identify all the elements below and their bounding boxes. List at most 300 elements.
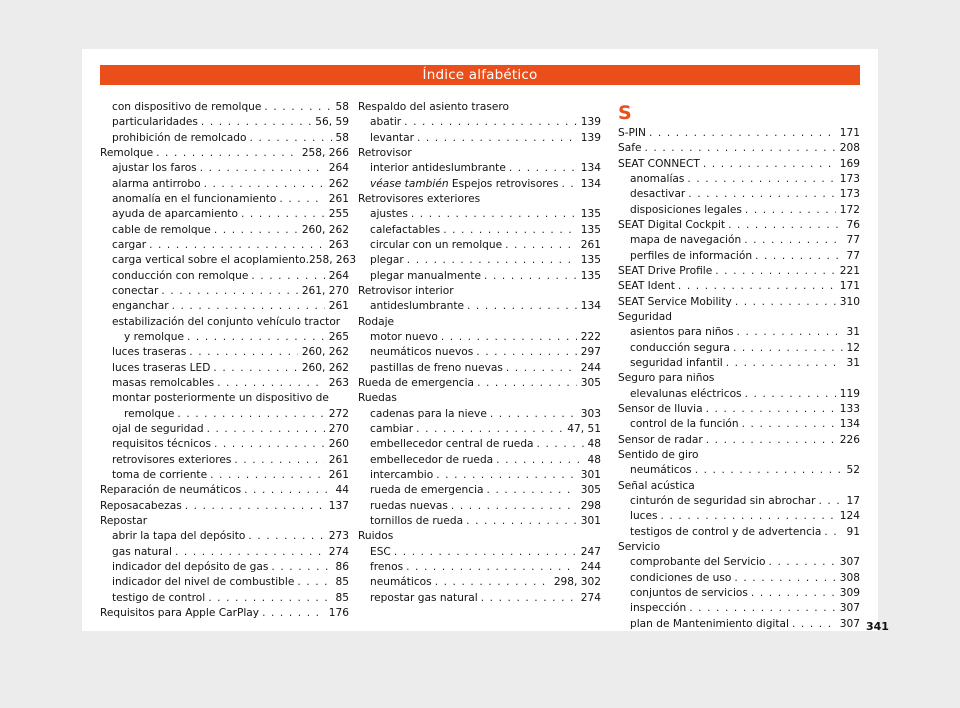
index-entry: [618, 433, 860, 448]
page-reference: 260, 262: [301, 346, 349, 359]
leader-dots: [744, 233, 842, 248]
index-subentry: [358, 207, 601, 222]
entry-label: ajustar los faros: [112, 162, 197, 175]
page-reference: 303: [580, 407, 601, 420]
leader-dots: [187, 330, 325, 345]
entry-label: desactivar: [630, 188, 686, 201]
page-reference: 264: [328, 269, 349, 282]
entry-label: neumáticos nuevos: [370, 346, 474, 359]
entry-label: enganchar: [112, 300, 169, 313]
page-reference: 135: [580, 208, 601, 221]
leader-dots: [678, 279, 836, 294]
entry-label: luces: [630, 510, 658, 523]
index-subentry: [618, 601, 860, 616]
leader-dots: [689, 601, 836, 616]
page-reference: 244: [580, 361, 601, 374]
page-reference: 309: [839, 586, 860, 599]
page-reference: 135: [580, 254, 601, 267]
entry-label: SEAT Digital Cockpit: [618, 218, 726, 231]
index-subentry: [358, 422, 601, 437]
leader-dots: [661, 509, 836, 524]
index-subentry: [618, 356, 860, 371]
leader-dots: [490, 407, 577, 422]
leader-dots: [172, 299, 325, 314]
page-reference: 301: [580, 468, 601, 481]
entry-label: indicador del nivel de combustible: [112, 576, 295, 589]
index-subentry: [358, 499, 601, 514]
page-reference: 173: [839, 188, 860, 201]
entry-label: mapa de navegación: [630, 234, 742, 247]
leader-dots: [537, 437, 584, 452]
leader-dots: [687, 172, 835, 187]
entry-label: ojal de seguridad: [112, 422, 204, 435]
index-subentry: [358, 468, 601, 483]
leader-dots: [435, 575, 550, 590]
index-heading: Ruedas: [358, 392, 397, 405]
page-reference: 76: [846, 218, 860, 231]
index-subentry: [618, 325, 860, 340]
index-subentry: [358, 223, 601, 238]
index-subentry: [100, 529, 349, 544]
index-entry: [100, 606, 349, 621]
page-reference: 301: [580, 514, 601, 527]
index-subentry: [100, 407, 349, 422]
page-reference: 222: [580, 330, 601, 343]
entry-label: alarma antirrobo: [112, 177, 201, 190]
index-subentry: [358, 330, 601, 345]
leader-dots: [185, 499, 325, 514]
index-subentry: [100, 177, 349, 192]
index-subentry: [100, 192, 349, 207]
entry-label: inspección: [630, 602, 687, 615]
page-reference: 305: [580, 484, 601, 497]
entry-label: levantar: [370, 131, 414, 144]
leader-dots: [297, 575, 331, 590]
page-reference: 44: [335, 484, 349, 497]
page-reference: 139: [580, 131, 601, 144]
page-reference: 58: [335, 131, 349, 144]
index-heading: Servicio: [618, 540, 661, 553]
page-reference: 173: [839, 172, 860, 185]
index-subentry: [358, 407, 601, 422]
index-subentry: [100, 361, 349, 376]
index-subentry: [618, 341, 860, 356]
page-reference: 265: [328, 330, 349, 343]
leader-dots: [406, 560, 577, 575]
page-reference: 270: [328, 422, 349, 435]
index-subentry: [100, 238, 349, 253]
index-entry: [618, 218, 860, 233]
entry-label: Requisitos para Apple CarPlay: [100, 606, 260, 619]
page-reference: 261: [328, 453, 349, 466]
index-subentry: [358, 361, 601, 376]
index-entry: [618, 264, 860, 279]
leader-dots: [443, 223, 577, 238]
entry-label: abrir la tapa del depósito: [112, 530, 246, 543]
index-entry: [100, 146, 349, 161]
index-subentry: [358, 545, 601, 560]
page-reference: 258, 263: [308, 254, 357, 267]
entry-label: ruedas nuevas: [370, 499, 448, 512]
entry-label: S-PIN: [618, 127, 646, 139]
page-reference: 56, 59: [315, 116, 349, 129]
entry-label: testigos de control y de advertencia: [630, 525, 822, 538]
entry-label: Sensor de lluvia: [618, 402, 703, 415]
index-heading: Ruidos: [358, 530, 394, 543]
index-subentry: [618, 571, 860, 586]
entry-label: plegar: [370, 254, 404, 267]
index-column-2: [358, 100, 601, 606]
index-column-3: [618, 100, 860, 632]
leader-dots: [175, 545, 325, 560]
index-subentry: [358, 238, 601, 253]
entry-label: motor nuevo: [370, 330, 438, 343]
index-subentry: [618, 555, 860, 570]
leader-dots: [161, 284, 297, 299]
index-entry: [358, 376, 601, 391]
page-reference: 255: [328, 208, 349, 221]
leader-dots: [208, 591, 331, 606]
entry-label: particularidades: [112, 116, 198, 129]
leader-dots: [241, 207, 325, 222]
entry-label: Rueda de emergencia: [358, 376, 475, 389]
entry-label: véase también Espejos retrovisores: [370, 177, 559, 190]
entry-label: carga vertical sobre el acoplamiento: [112, 254, 306, 267]
index-subentry: [100, 453, 349, 468]
leader-dots: [769, 555, 836, 570]
index-heading: Seguridad: [618, 310, 672, 323]
leader-dots: [189, 345, 298, 360]
entry-label: Sensor de radar: [618, 433, 703, 446]
entry-label: SEAT Drive Profile: [618, 264, 713, 277]
page-reference: 171: [839, 127, 860, 139]
entry-label: remolque: [124, 407, 175, 420]
page-reference: 263: [328, 238, 349, 251]
index-subentry: [618, 233, 860, 248]
page-reference: 298: [580, 499, 601, 512]
leader-dots: [204, 177, 325, 192]
page-reference: 134: [580, 300, 601, 313]
index-subentry: [100, 345, 349, 360]
page-reference: 308: [839, 571, 860, 584]
entry-label: gas natural: [112, 545, 172, 558]
entry-label: perfiles de información: [630, 249, 753, 262]
entry-label: cadenas para la nieve: [370, 407, 487, 420]
index-subentry: [358, 560, 601, 575]
section-letter: S: [618, 102, 632, 124]
index-subentry: [618, 617, 860, 632]
page-reference: 258, 266: [301, 146, 349, 159]
entry-label: comprobante del Servicio: [630, 556, 766, 569]
entry-label: conducción con remolque: [112, 269, 249, 282]
leader-dots: [436, 468, 577, 483]
page-reference: 119: [839, 387, 860, 400]
index-subentry: [100, 591, 349, 606]
index-subentry: [358, 591, 601, 606]
leader-dots: [505, 238, 577, 253]
leader-dots: [467, 299, 577, 314]
leader-dots: [264, 100, 331, 115]
entry-label: rueda de emergencia: [370, 484, 484, 497]
leader-dots: [733, 341, 843, 356]
entry-label: asientos para niños: [630, 326, 734, 339]
index-subentry: [618, 463, 860, 478]
leader-dots: [735, 295, 836, 310]
entry-label: plegar manualmente: [370, 269, 482, 282]
entry-label: SEAT CONNECT: [618, 157, 700, 170]
leader-dots: [506, 361, 577, 376]
leader-dots: [234, 453, 324, 468]
index-heading: Rodaje: [358, 315, 395, 328]
page-reference: 310: [839, 295, 860, 308]
leader-dots: [214, 437, 325, 452]
page-reference: 208: [839, 142, 860, 155]
leader-dots: [649, 126, 836, 141]
index-subentry: [358, 453, 601, 468]
page-reference: 31: [846, 326, 860, 339]
index-heading: Repostar: [100, 514, 148, 527]
leader-dots: [149, 238, 325, 253]
index-subentry: [358, 514, 601, 529]
entry-label: ayuda de aparcamiento: [112, 208, 238, 221]
page-reference: 172: [839, 203, 860, 216]
index-subentry: [100, 422, 349, 437]
leader-dots: [496, 453, 583, 468]
page-reference: 298, 302: [553, 576, 601, 589]
leader-dots: [644, 141, 835, 156]
page-reference: 221: [839, 264, 860, 277]
leader-dots: [262, 606, 325, 621]
index-subentry: [100, 161, 349, 176]
page-reference: 139: [580, 116, 601, 129]
page-reference: 171: [839, 280, 860, 293]
index-subentry: [100, 223, 349, 238]
leader-dots: [715, 264, 836, 279]
index-subentry: [358, 161, 601, 176]
page-reference: 226: [839, 433, 860, 446]
entry-label: calefactables: [370, 223, 441, 236]
leader-dots: [477, 376, 577, 391]
leader-dots: [244, 483, 331, 498]
entry-label: conectar: [112, 284, 159, 297]
leader-dots: [271, 560, 331, 575]
leader-dots: [561, 177, 576, 192]
index-subentry: [618, 172, 860, 187]
entry-label: embellecedor de rueda: [370, 453, 494, 466]
leader-dots: [250, 131, 332, 146]
page-reference: 12: [846, 341, 860, 354]
entry-label: ESC: [370, 545, 391, 558]
index-subentry: [358, 483, 601, 498]
page-reference: 272: [328, 407, 349, 420]
leader-dots: [177, 407, 324, 422]
index-subentry: [100, 115, 349, 130]
entry-label: antideslumbrante: [370, 300, 464, 313]
leader-dots: [737, 325, 843, 340]
leader-dots: [824, 525, 842, 540]
page-reference: 307: [839, 602, 860, 615]
index-subentry: [100, 131, 349, 146]
leader-dots: [728, 218, 842, 233]
index-subheading: montar posteriormente un dispositivo de: [112, 392, 329, 405]
index-entry: [618, 157, 860, 172]
page-reference: 77: [846, 234, 860, 247]
index-entry: [618, 279, 860, 294]
leader-dots: [251, 269, 324, 284]
leader-dots: [706, 433, 836, 448]
page-reference: 247: [580, 545, 601, 558]
index-subentry: [100, 207, 349, 222]
index-subentry: [100, 330, 349, 345]
page-reference: 48: [587, 438, 601, 451]
entry-label: anomalías: [630, 172, 685, 185]
index-subentry: [358, 437, 601, 452]
leader-dots: [792, 617, 836, 632]
leader-dots: [509, 161, 577, 176]
leader-dots: [751, 586, 836, 601]
entry-label: prohibición de remolcado: [112, 131, 247, 144]
page-reference: 85: [335, 576, 349, 589]
index-subentry: [358, 115, 601, 130]
entry-label: cambiar: [370, 422, 414, 435]
leader-dots: [734, 571, 835, 586]
index-entry: [618, 402, 860, 417]
entry-label: disposiciones legales: [630, 203, 742, 216]
entry-label: testigo de control: [112, 591, 206, 604]
index-subentry: [618, 187, 860, 202]
page-reference: 85: [335, 591, 349, 604]
entry-label: condiciones de uso: [630, 571, 732, 584]
page-reference: 261: [580, 238, 601, 251]
leader-dots: [703, 157, 836, 172]
index-subentry: [618, 586, 860, 601]
entry-label: circular con un remolque: [370, 238, 503, 251]
page-reference: 86: [335, 560, 349, 573]
index-subentry: [358, 575, 601, 590]
entry-label: seguridad infantil: [630, 356, 723, 369]
entry-label: intercambio: [370, 468, 434, 481]
index-subentry: [100, 269, 349, 284]
page-reference: 31: [846, 356, 860, 369]
index-subentry: [618, 417, 860, 432]
page-reference: 273: [328, 530, 349, 543]
page-reference: 262: [328, 177, 349, 190]
page-reference: 47, 51: [567, 422, 601, 435]
see-also-prefix: véase también: [370, 177, 452, 190]
page-reference: 135: [580, 223, 601, 236]
index-subentry: [618, 525, 860, 540]
leader-dots: .: [305, 254, 309, 267]
entry-label: tornillos de rueda: [370, 514, 464, 527]
index-subentry: [618, 203, 860, 218]
entry-label: SEAT Ident: [618, 280, 675, 293]
leader-dots: [726, 356, 843, 371]
index-subentry: [358, 177, 601, 192]
index-heading: Retrovisor interior: [358, 284, 454, 297]
entry-label: retrovisores exteriores: [112, 453, 232, 466]
leader-dots: [745, 387, 836, 402]
index-subentry: [100, 575, 349, 590]
index-subentry: [358, 269, 601, 284]
leader-dots: [484, 269, 577, 284]
index-entry: [618, 141, 860, 156]
page-reference: 261, 270: [301, 284, 349, 297]
page-reference: 124: [839, 510, 860, 523]
page-reference: 307: [839, 556, 860, 569]
leader-dots: [201, 115, 311, 130]
leader-dots: [755, 249, 842, 264]
entry-label: y remolque: [124, 330, 184, 343]
leader-dots: [248, 529, 324, 544]
index-entry: [100, 499, 349, 514]
leader-dots: [476, 345, 577, 360]
index-heading: Retrovisores exteriores: [358, 192, 481, 205]
leader-dots: [156, 146, 298, 161]
page-number: 341: [866, 620, 889, 633]
leader-dots: [742, 417, 836, 432]
entry-label: cable de remolque: [112, 223, 211, 236]
index-subentry: [358, 131, 601, 146]
leader-dots: [213, 361, 297, 376]
page-reference: 261: [328, 192, 349, 205]
leader-dots: [207, 422, 325, 437]
leader-dots: [706, 402, 836, 417]
entry-label: abatir: [370, 116, 402, 129]
page-title: Índice alfabético: [422, 67, 538, 83]
entry-label: neumáticos: [630, 464, 692, 477]
index-entry: [100, 483, 349, 498]
page-reference: 260, 262: [301, 361, 349, 374]
index-subentry: [618, 387, 860, 402]
entry-label: anomalía en el funcionamiento: [112, 192, 277, 205]
index-subentry: [100, 437, 349, 452]
entry-label: ajustes: [370, 208, 408, 221]
entry-label: masas remolcables: [112, 376, 215, 389]
entry-label: Safe: [618, 142, 642, 155]
index-subentry: [100, 100, 349, 115]
page-reference: 52: [846, 464, 860, 477]
entry-label: conducción segura: [630, 341, 730, 354]
page-reference: 134: [580, 162, 601, 175]
page-reference: 244: [580, 560, 601, 573]
entry-label: cinturón de seguridad sin abrochar: [630, 494, 816, 507]
entry-label: pastillas de freno nuevas: [370, 361, 503, 374]
leader-dots: [745, 203, 836, 218]
index-subentry: [100, 253, 357, 268]
page-reference: 307: [839, 617, 860, 630]
entry-label: repostar gas natural: [370, 591, 478, 604]
leader-dots: [417, 131, 577, 146]
page-reference: 135: [580, 269, 601, 282]
index-heading: Señal acústica: [618, 479, 695, 492]
page-reference: 133: [839, 402, 860, 415]
entry-label: embellecedor central de rueda: [370, 438, 534, 451]
leader-dots: [214, 223, 298, 238]
entry-label: Reposacabezas: [100, 499, 182, 512]
index-subentry: [100, 284, 349, 299]
entry-label: frenos: [370, 560, 404, 573]
page-reference: 137: [328, 499, 349, 512]
index-subentry: [100, 299, 349, 314]
leader-dots: [695, 463, 843, 478]
index-subentry: [100, 376, 349, 391]
entry-label: cargar: [112, 238, 147, 251]
page-reference: 274: [328, 545, 349, 558]
page-reference: 297: [580, 346, 601, 359]
leader-dots: [217, 376, 325, 391]
page-header: [100, 65, 860, 85]
index-subentry: [100, 545, 349, 560]
